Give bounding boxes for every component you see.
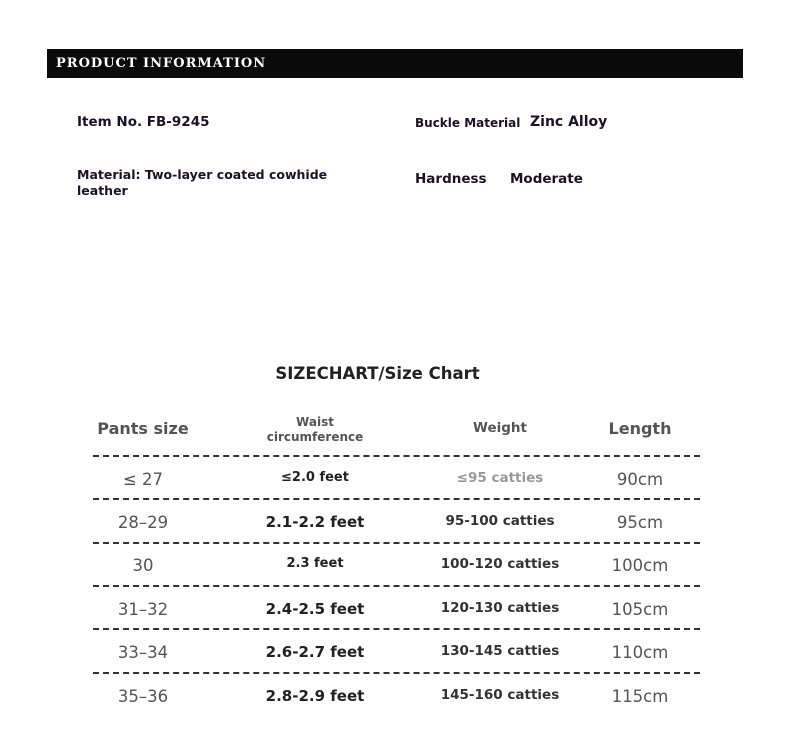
table-row [0, 544, 790, 587]
cell-weight: ≤95 catties [456, 470, 544, 486]
table-row [0, 458, 790, 501]
table-divider [93, 585, 700, 587]
section-title: PRODUCT INFORMATION [56, 56, 267, 71]
cell-waist: 2.6-2.7 feet [265, 643, 365, 661]
hardness-label: Hardness [415, 171, 487, 187]
size-chart-title: SIZECHART/Size Chart [275, 364, 480, 383]
cell-waist: 2.8-2.9 feet [265, 687, 365, 705]
hardness-value: Moderate [510, 171, 583, 187]
cell-length: 105cm [611, 600, 669, 619]
cell-length: 100cm [611, 556, 669, 575]
cell-pants-size: 33–34 [117, 643, 169, 662]
buckle-material-label: Buckle Material [415, 116, 521, 130]
cell-waist: 2.1-2.2 feet [265, 513, 365, 531]
cell-pants-size: 30 [132, 556, 154, 575]
material-text: Material: Two-layer coated cowhide leather [77, 167, 328, 198]
cell-pants-size: 35–36 [117, 687, 169, 706]
cell-pants-size: 31–32 [117, 600, 169, 619]
cell-weight: 95-100 catties [445, 513, 555, 529]
cell-length: 110cm [611, 643, 669, 662]
cell-waist: 2.3 feet [286, 556, 344, 571]
cell-pants-size: 28–29 [117, 513, 169, 532]
cell-weight: 130-145 catties [440, 643, 560, 659]
cell-length: 90cm [616, 470, 664, 489]
header-length: Length [608, 419, 672, 438]
cell-pants-size: ≤ 27 [122, 470, 164, 489]
table-divider [93, 672, 700, 674]
header-weight: Weight [473, 420, 527, 436]
cell-waist: 2.4-2.5 feet [265, 600, 365, 618]
table-row [0, 501, 790, 544]
table-row [0, 631, 790, 674]
header-waist: Waist circumference [266, 415, 364, 444]
cell-weight: 100-120 catties [440, 556, 560, 572]
cell-waist: ≤2.0 feet [281, 470, 349, 485]
cell-length: 115cm [611, 687, 669, 706]
buckle-material-value: Zinc Alloy [530, 114, 608, 130]
table-row [0, 675, 790, 718]
header-pants-size: Pants size [97, 419, 189, 438]
cell-length: 95cm [616, 513, 664, 532]
table-divider [93, 498, 700, 500]
cell-weight: 120-130 catties [440, 600, 560, 616]
table-divider [93, 455, 700, 457]
section-header [47, 49, 743, 78]
item-number: Item No. FB-9245 [77, 114, 210, 130]
table-divider [93, 628, 700, 630]
table-row [0, 588, 790, 631]
cell-weight: 145-160 catties [440, 687, 560, 703]
